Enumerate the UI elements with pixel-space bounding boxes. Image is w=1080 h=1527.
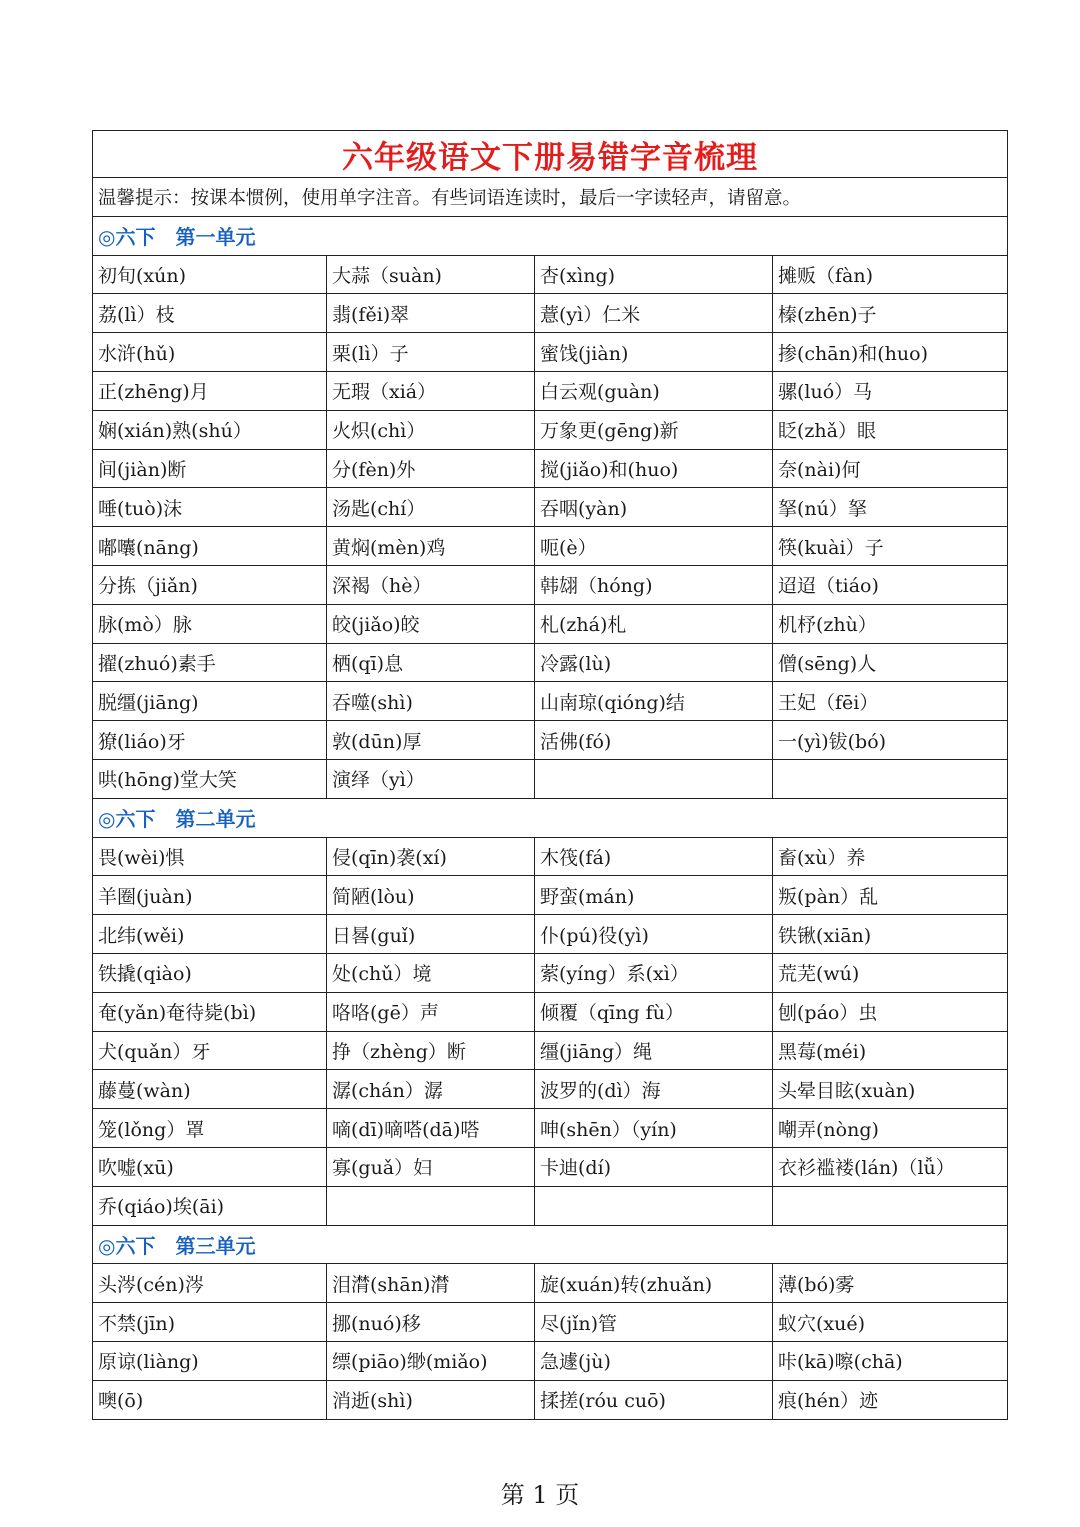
word-row <box>93 294 1008 333</box>
word-cell <box>773 759 1008 798</box>
word-cell: 脱缰(jiāng) <box>93 682 327 721</box>
word-cell: 卡迪(dí) <box>535 1147 773 1186</box>
word-cell: 缰(jiāng）绳 <box>535 1031 773 1070</box>
page-title: 六年级语文下册易错字音梳理 <box>93 131 1008 178</box>
word-row <box>93 1303 1008 1342</box>
word-cell: 间(jiàn)断 <box>93 449 327 488</box>
word-cell: 正(zhēng)月 <box>93 371 327 410</box>
word-cell: 衣衫褴褛(lán)（lǚ） <box>773 1147 1008 1186</box>
word-cell: 擢(zhuó)素手 <box>93 643 327 682</box>
word-cell: 挪(nuó)移 <box>327 1303 535 1342</box>
word-cell: 蜜饯(jiàn) <box>535 333 773 372</box>
word-cell: 荒芜(wú) <box>773 953 1008 992</box>
word-cell: 掺(chān)和(huo) <box>773 333 1008 372</box>
word-cell: 黑莓(méi) <box>773 1031 1008 1070</box>
word-cell: 无瑕（xiá） <box>327 371 535 410</box>
word-cell: 呻(shēn）（yín) <box>535 1109 773 1148</box>
word-cell: 荔(lì）枝 <box>93 294 327 333</box>
word-row <box>93 604 1008 643</box>
word-cell: 初旬(xún) <box>93 255 327 294</box>
word-row <box>93 953 1008 992</box>
word-cell <box>535 759 773 798</box>
word-cell: 处(chǔ）境 <box>327 953 535 992</box>
word-cell: 消逝(shì) <box>327 1380 535 1419</box>
word-cell: 波罗的(dì）海 <box>535 1070 773 1109</box>
word-cell: 刨(páo）虫 <box>773 992 1008 1031</box>
word-cell: 汤匙(chí） <box>327 488 535 527</box>
word-cell: 吹嘘(xū) <box>93 1147 327 1186</box>
word-cell <box>535 1186 773 1225</box>
word-cell: 水浒(hǔ) <box>93 333 327 372</box>
word-row <box>93 721 1008 760</box>
word-cell: 笼(lǒng）罩 <box>93 1109 327 1148</box>
word-cell: 吞噬(shì) <box>327 682 535 721</box>
word-row <box>93 992 1008 1031</box>
word-cell: 哄(hōng)堂大笑 <box>93 759 327 798</box>
word-cell: 敦(dūn)厚 <box>327 721 535 760</box>
word-cell: 蚁穴(xué) <box>773 1303 1008 1342</box>
tip-row <box>93 178 1008 217</box>
word-row <box>93 1070 1008 1109</box>
word-cell: 木筏(fá) <box>535 837 773 876</box>
word-cell: 大蒜（suàn) <box>327 255 535 294</box>
word-cell: 铁锹(xiān) <box>773 915 1008 954</box>
word-cell: 呃(è） <box>535 527 773 566</box>
word-row <box>93 1264 1008 1303</box>
word-cell: 吞咽(yàn) <box>535 488 773 527</box>
section-heading-row <box>93 216 1008 255</box>
tip-text: 温馨提示：按课本惯例，使用单字注音。有些词语连读时，最后一字读轻声，请留意。 <box>93 178 1008 217</box>
word-cell: 脉(mò）脉 <box>93 604 327 643</box>
word-cell: 咔(kā)嚓(chā) <box>773 1341 1008 1380</box>
word-cell: 冷露(lù) <box>535 643 773 682</box>
word-row <box>93 1031 1008 1070</box>
word-cell: 嘀(dī)嘀嗒(dā)嗒 <box>327 1109 535 1148</box>
word-cell: 栖(qī)息 <box>327 643 535 682</box>
word-cell: 急遽(jù) <box>535 1341 773 1380</box>
title-row <box>93 131 1008 178</box>
word-cell: 揉搓(róu cuō) <box>535 1380 773 1419</box>
vocabulary-table-body <box>93 131 1008 1420</box>
word-cell: 迢迢（tiáo) <box>773 565 1008 604</box>
word-cell: 奄(yǎn)奄待毙(bì) <box>93 992 327 1031</box>
word-row <box>93 915 1008 954</box>
word-row <box>93 255 1008 294</box>
word-row <box>93 1147 1008 1186</box>
word-cell: 娴(xián)熟(shú） <box>93 410 327 449</box>
word-cell: 噢(ō) <box>93 1380 327 1419</box>
word-cell: 缥(piāo)缈(miǎo) <box>327 1341 535 1380</box>
word-row <box>93 565 1008 604</box>
word-row <box>93 488 1008 527</box>
word-cell: 万象更(gēng)新 <box>535 410 773 449</box>
vocabulary-table <box>92 130 1008 1420</box>
section-heading: ◎六下 第三单元 <box>93 1225 1008 1264</box>
word-cell: 寡(guǎ）妇 <box>327 1147 535 1186</box>
word-cell: 不禁(jīn) <box>93 1303 327 1342</box>
section-heading: ◎六下 第一单元 <box>93 216 1008 255</box>
word-cell: 深褐（hè） <box>327 565 535 604</box>
word-cell: 薄(bó)雾 <box>773 1264 1008 1303</box>
word-cell: 骡(luó）马 <box>773 371 1008 410</box>
word-cell: 机杼(zhù） <box>773 604 1008 643</box>
word-cell: 分拣（jiǎn) <box>93 565 327 604</box>
word-cell: 咯咯(gē）声 <box>327 992 535 1031</box>
word-cell: 摊贩（fàn) <box>773 255 1008 294</box>
word-cell: 演绎（yì） <box>327 759 535 798</box>
word-cell: 萦(yíng）系(xì） <box>535 953 773 992</box>
word-cell: 痕(hén）迹 <box>773 1380 1008 1419</box>
word-row <box>93 449 1008 488</box>
word-cell: 野蛮(mán) <box>535 876 773 915</box>
word-cell: 僧(sēng)人 <box>773 643 1008 682</box>
word-cell: 侵(qīn)袭(xí) <box>327 837 535 876</box>
section-heading-row <box>93 1225 1008 1264</box>
word-cell: 叛(pàn）乱 <box>773 876 1008 915</box>
section-heading-row <box>93 798 1008 837</box>
word-cell: 筷(kuài）子 <box>773 527 1008 566</box>
word-cell: 旋(xuán)转(zhuǎn) <box>535 1264 773 1303</box>
word-cell: 畜(xù）养 <box>773 837 1008 876</box>
word-cell: 嘟囔(nāng) <box>93 527 327 566</box>
word-cell: 尽(jǐn)管 <box>535 1303 773 1342</box>
word-cell: 畏(wèi)惧 <box>93 837 327 876</box>
word-row <box>93 837 1008 876</box>
word-cell: 薏(yì）仁米 <box>535 294 773 333</box>
word-row <box>93 1109 1008 1148</box>
word-cell: 獠(liáo)牙 <box>93 721 327 760</box>
page-number: 第 1 页 <box>500 1481 580 1509</box>
word-row <box>93 527 1008 566</box>
word-row <box>93 1380 1008 1419</box>
word-cell: 奈(nài)何 <box>773 449 1008 488</box>
word-row <box>93 371 1008 410</box>
word-cell <box>773 1186 1008 1225</box>
word-cell: 乔(qiáo)埃(āi) <box>93 1186 327 1225</box>
word-cell: 榛(zhēn)子 <box>773 294 1008 333</box>
word-cell: 日晷(guǐ) <box>327 915 535 954</box>
word-cell: 火炽(chì） <box>327 410 535 449</box>
word-cell: 拏(nú）拏 <box>773 488 1008 527</box>
word-cell: 挣（zhèng）断 <box>327 1031 535 1070</box>
word-cell: 搅(jiǎo)和(huo) <box>535 449 773 488</box>
word-cell: 眨(zhǎ）眼 <box>773 410 1008 449</box>
word-cell: 泪潸(shān)潸 <box>327 1264 535 1303</box>
word-cell: 简陋(lòu) <box>327 876 535 915</box>
word-cell: 头晕目眩(xuàn) <box>773 1070 1008 1109</box>
word-row <box>93 410 1008 449</box>
word-cell: 羊圈(juàn) <box>93 876 327 915</box>
word-cell: 白云观(guàn) <box>535 371 773 410</box>
word-cell: 藤蔓(wàn) <box>93 1070 327 1109</box>
word-row <box>93 1341 1008 1380</box>
word-cell: 皎(jiǎo)皎 <box>327 604 535 643</box>
word-cell: 头涔(cén)涔 <box>93 1264 327 1303</box>
word-cell: 韩翃（hóng) <box>535 565 773 604</box>
word-row <box>93 759 1008 798</box>
word-row <box>93 876 1008 915</box>
word-row <box>93 1186 1008 1225</box>
word-cell: 铁撬(qiào) <box>93 953 327 992</box>
word-cell: 翡(fěi)翠 <box>327 294 535 333</box>
word-cell: 活佛(fó) <box>535 721 773 760</box>
word-row <box>93 682 1008 721</box>
word-cell: 王妃（fēi） <box>773 682 1008 721</box>
section-heading: ◎六下 第二单元 <box>93 798 1008 837</box>
word-cell: 札(zhá)札 <box>535 604 773 643</box>
word-cell: 潺(chán）潺 <box>327 1070 535 1109</box>
word-cell: 分(fèn)外 <box>327 449 535 488</box>
word-cell: 栗(lì）子 <box>327 333 535 372</box>
word-cell: 黄焖(mèn)鸡 <box>327 527 535 566</box>
word-cell: 犬(quǎn）牙 <box>93 1031 327 1070</box>
word-row <box>93 643 1008 682</box>
word-cell: 一(yì)钹(bó) <box>773 721 1008 760</box>
word-cell: 唾(tuò)沫 <box>93 488 327 527</box>
word-cell: 杏(xìng) <box>535 255 773 294</box>
word-row <box>93 333 1008 372</box>
word-cell <box>327 1186 535 1225</box>
word-cell: 嘲弄(nòng) <box>773 1109 1008 1148</box>
word-cell: 倾覆（qīng fù） <box>535 992 773 1031</box>
word-cell: 北纬(wěi) <box>93 915 327 954</box>
word-cell: 山南琼(qióng)结 <box>535 682 773 721</box>
word-cell: 仆(pú)役(yì) <box>535 915 773 954</box>
word-cell: 原谅(liàng) <box>93 1341 327 1380</box>
